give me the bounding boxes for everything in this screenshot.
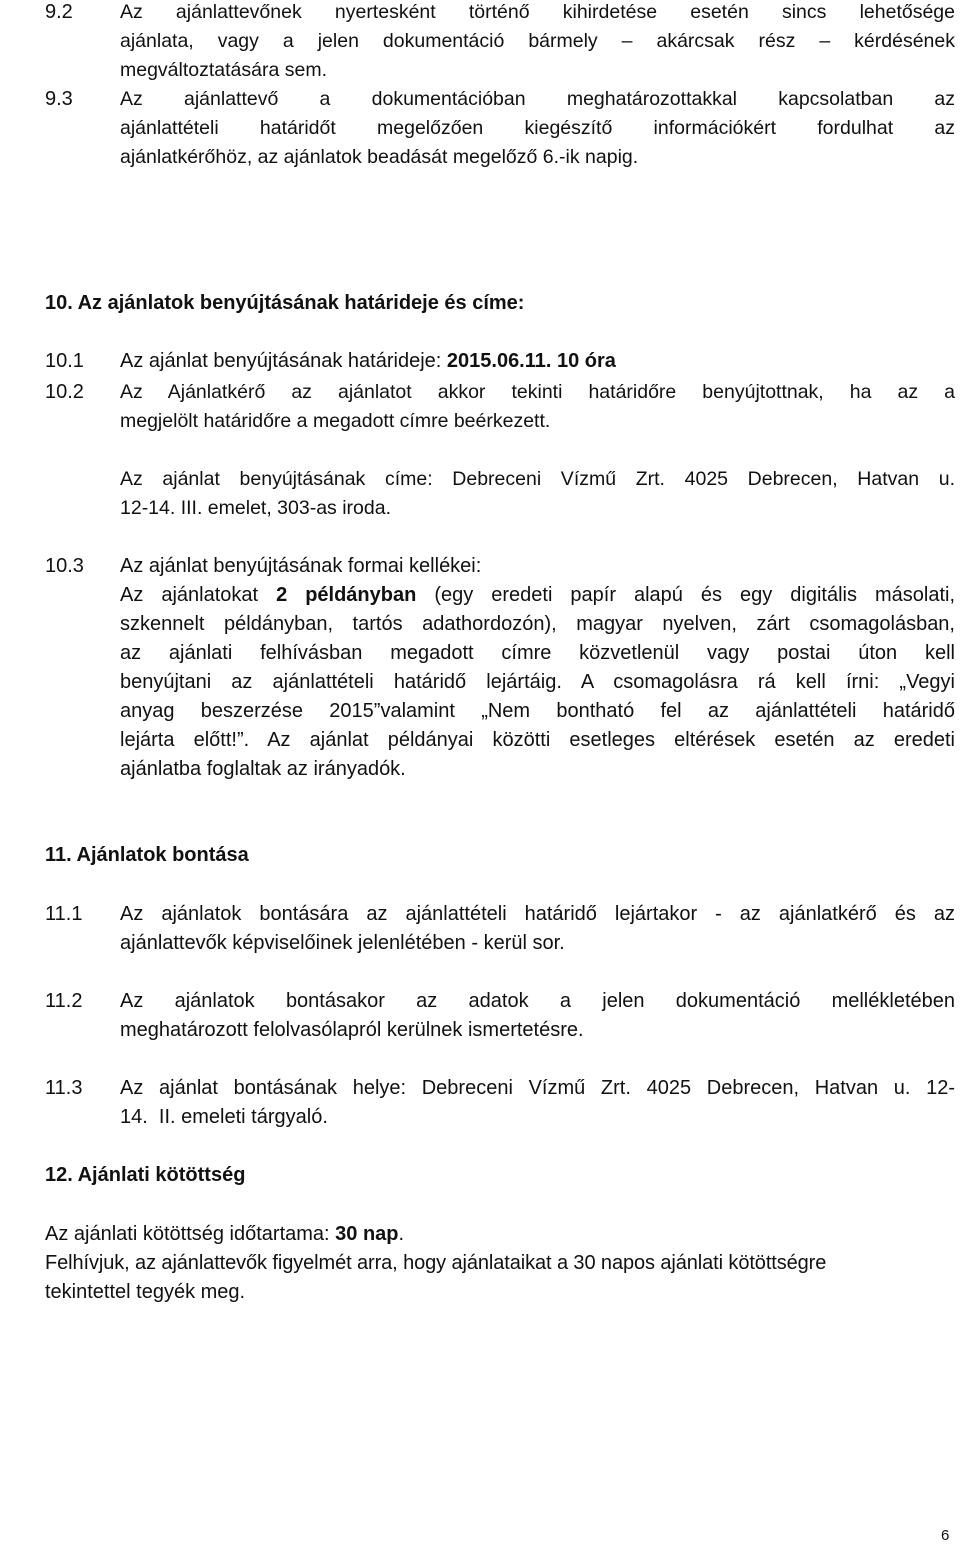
paragraph-line: megjelölt határidőre a megadott címre beérkezett.	[120, 410, 551, 432]
section-11-heading: 11. Ajánlatok bontása	[45, 844, 249, 866]
binding-duration-line: Az ajánlati kötöttség időtartama: 30 nap.	[45, 1223, 405, 1245]
paragraph-line: ajánlatba foglaltak az irányadók.	[120, 758, 406, 780]
paragraph-line: Az ajánlattevőnek nyertesként történő kihirdetése esetén sincs lehetősége	[120, 1, 955, 23]
section-number: 10.2	[45, 381, 84, 403]
paragraph-line: Az ajánlatok bontására az ajánlattételi határidő lejártakor - az ajánlatkérő és az	[120, 903, 955, 925]
paragraph-line: anyag beszerzése 2015”valamint „Nem bontható fel az ajánlattételi határidő	[120, 700, 955, 722]
paragraph-line: Az ajánlattevő a dokumentációban meghatározottakkal kapcsolatban az	[120, 88, 955, 110]
section-number: 11.1	[45, 903, 83, 925]
paragraph-line: ajánlata, vagy a jelen dokumentáció bármely – akárcsak rész – kérdésének	[120, 30, 955, 52]
paragraph-line: benyújtani az ajánlattételi határidő lejártáig. A csomagolásra rá kell írni: „Vegyi	[120, 671, 955, 693]
paragraph-line: Az ajánlat bontásának helye: Debreceni Vízmű Zrt. 4025 Debrecen, Hatvan u. 12-	[120, 1077, 955, 1099]
paragraph-line: szkennelt példányban, tartós adathordozón), magyar nyelven, zárt csomagolásban,	[120, 613, 955, 635]
paragraph-line: Az ajánlatokat 2 példányban (egy eredeti papír alapú és egy digitális másolati,	[120, 584, 955, 606]
section-10-heading: 10. Az ajánlatok benyújtásának határideje és címe:	[45, 292, 525, 314]
binding-duration-label: Az ajánlati kötöttség időtartama:	[45, 1223, 336, 1245]
paragraph-line: ajánlattételi határidőt megelőzően kiegészítő információkért fordulhat az	[120, 117, 955, 139]
section-number: 9.2	[45, 1, 73, 23]
address-line: Az ajánlat benyújtásának címe: Debreceni Vízmű Zrt. 4025 Debrecen, Hatvan u.	[120, 468, 955, 490]
section-number: 11.2	[45, 990, 83, 1012]
copies-count: 2 példányban	[276, 584, 417, 606]
paragraph-line: ajánlatkérőhöz, az ajánlatok beadását megelőző 6.-ik napig.	[120, 146, 639, 168]
section-number: 10.3	[45, 555, 84, 577]
paragraph-line: Az ajánlatok bontásakor az adatok a jelen dokumentáció mellékletében	[120, 990, 955, 1012]
paragraph-line: meghatározott felolvasólapról kerülnek ismertetésre.	[120, 1019, 584, 1041]
paragraph-line: ajánlattevők képviselőinek jelenlétében - kerül sor.	[120, 932, 565, 954]
formal-requirements-title: Az ajánlat benyújtásának formai kellékei:	[120, 555, 482, 577]
binding-duration-value: 30 nap	[335, 1223, 399, 1245]
section-12-heading: 12. Ajánlati kötöttség	[45, 1164, 246, 1186]
address-line: 12-14. III. emelet, 303-as iroda.	[120, 497, 391, 519]
deadline-label: Az ajánlat benyújtásának határideje:	[120, 350, 447, 372]
paragraph-line: tekintettel tegyék meg.	[45, 1281, 246, 1303]
paragraph-line: lejárta előtt!”. Az ajánlat példányai közötti esetleges eltérések esetén az eredeti	[120, 729, 955, 751]
section-number: 11.3	[45, 1077, 83, 1099]
section-number: 10.1	[45, 350, 84, 372]
section-number: 9.3	[45, 88, 73, 110]
deadline-value: 2015.06.11. 10 óra	[446, 350, 616, 372]
deadline-line	[120, 347, 955, 376]
paragraph-line: megváltoztatására sem.	[120, 59, 328, 81]
paragraph-line: 14. II. emeleti tárgyaló.	[120, 1106, 328, 1128]
paragraph-line: Felhívjuk, az ajánlattevők figyelmét arra, hogy ajánlataikat a 30 napos ajánlati kötöttségre	[45, 1252, 827, 1274]
page-number: 6	[941, 1527, 950, 1544]
paragraph-line: Az Ajánlatkérő az ajánlatot akkor tekinti határidőre benyújtottnak, ha az a	[120, 381, 955, 403]
paragraph-line: az ajánlati felhívásban megadott címre közvetlenül vagy postai úton kell	[120, 642, 955, 664]
